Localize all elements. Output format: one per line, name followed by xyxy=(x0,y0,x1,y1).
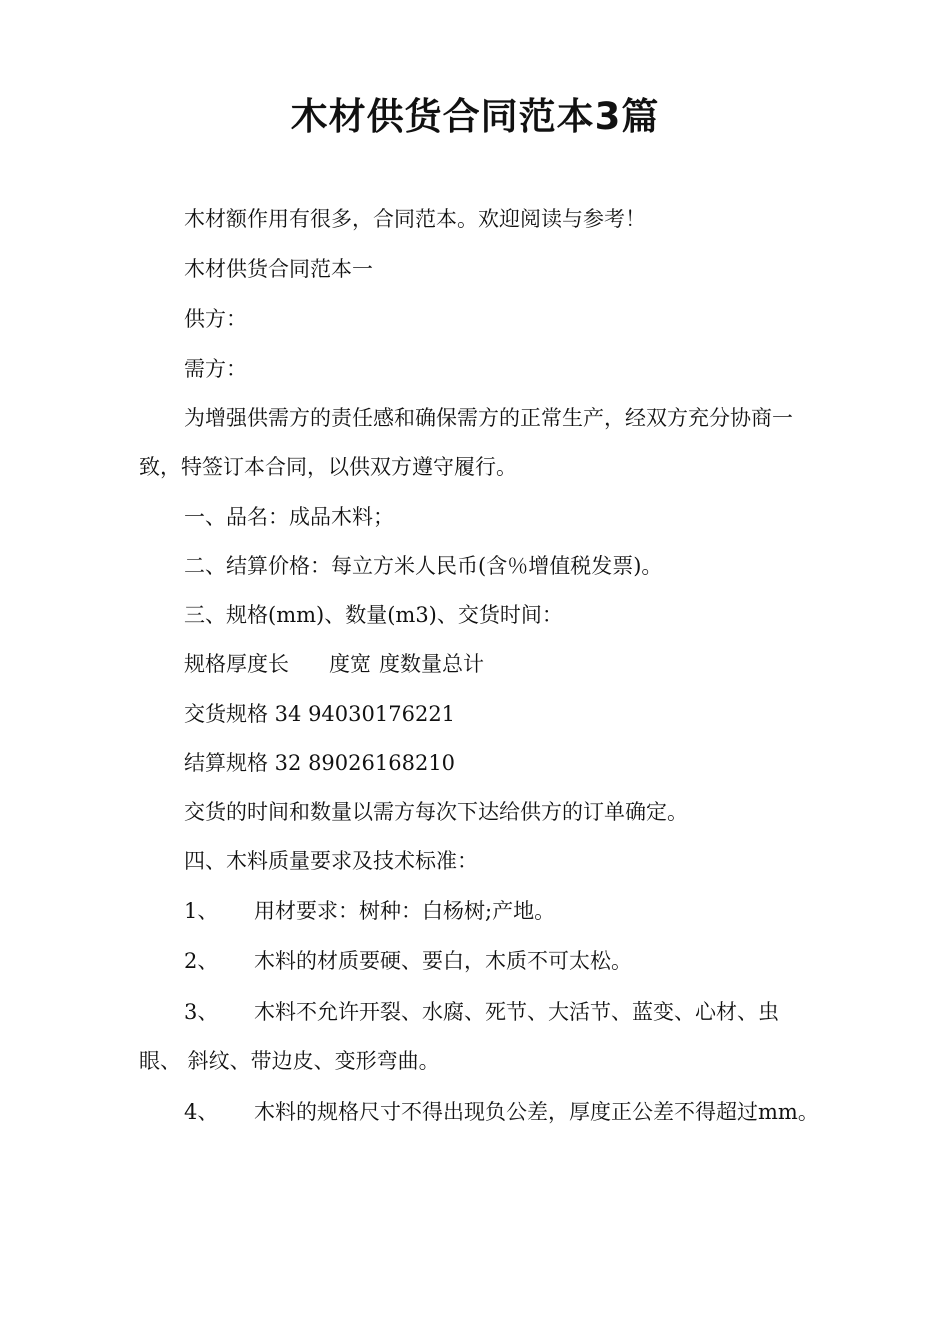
document-title: 木材供货合同范本3篇 xyxy=(290,95,660,138)
buyer-line: 需方： xyxy=(184,357,247,381)
spec-header-part-c: 度数量总计 xyxy=(379,652,484,676)
quality-item-1 xyxy=(139,887,819,936)
quality-item-3-text: 木料不允许开裂、水腐、死节、大活节、蓝变、心材、虫眼、 斜纹、带边皮、变形弯曲。 xyxy=(139,1000,779,1073)
spec-header-row xyxy=(139,640,819,689)
intro-paragraph: 木材额作用有很多，合同范本。欢迎阅读与参考！ xyxy=(184,207,646,231)
spec-header-part-a: 规格厚度长 xyxy=(184,652,289,676)
quality-item-4-text: 木料的规格尺寸不得出现负公差，厚度正公差不得超过mm。 xyxy=(254,1100,819,1124)
purpose-paragraph: 为增强供需方的责任感和确保需方的正常生产，经双方充分协商一致，特签订本合同，以供双方遵守履行。 xyxy=(139,406,793,479)
clause-quality: 四、木料质量要求及技术标准： xyxy=(184,849,478,873)
spec-header-part-b: 度宽 xyxy=(329,652,371,676)
quality-item-1-number: 1、 xyxy=(184,899,219,923)
quality-item-1-text: 用材要求：树种：白杨树;产地。 xyxy=(254,899,556,923)
clause-product-name: 一、品名：成品木料； xyxy=(184,505,394,529)
contract-heading: 木材供货合同范本一 xyxy=(184,257,373,281)
quality-item-4-number: 4、 xyxy=(184,1100,219,1124)
supplier-line: 供方： xyxy=(184,307,247,331)
settlement-spec-row: 结算规格 32 89026168210 xyxy=(184,751,456,775)
quality-item-2-number: 2、 xyxy=(184,949,219,973)
delivery-spec-row: 交货规格 34 94030176221 xyxy=(184,702,456,726)
quality-item-2 xyxy=(139,937,819,986)
clause-price: 二、结算价格：每立方米人民币(含％增值税发票)。 xyxy=(184,554,663,578)
quality-item-4 xyxy=(139,1088,819,1137)
quality-item-3 xyxy=(139,988,819,1086)
quality-item-2-text: 木料的材质要硬、要白，木质不可太松。 xyxy=(254,949,632,973)
delivery-note: 交货的时间和数量以需方每次下达给供方的订单确定。 xyxy=(184,800,688,824)
quality-item-3-number: 3、 xyxy=(184,1000,219,1024)
clause-spec: 三、规格(mm)、数量(m3)、交货时间： xyxy=(184,603,563,627)
